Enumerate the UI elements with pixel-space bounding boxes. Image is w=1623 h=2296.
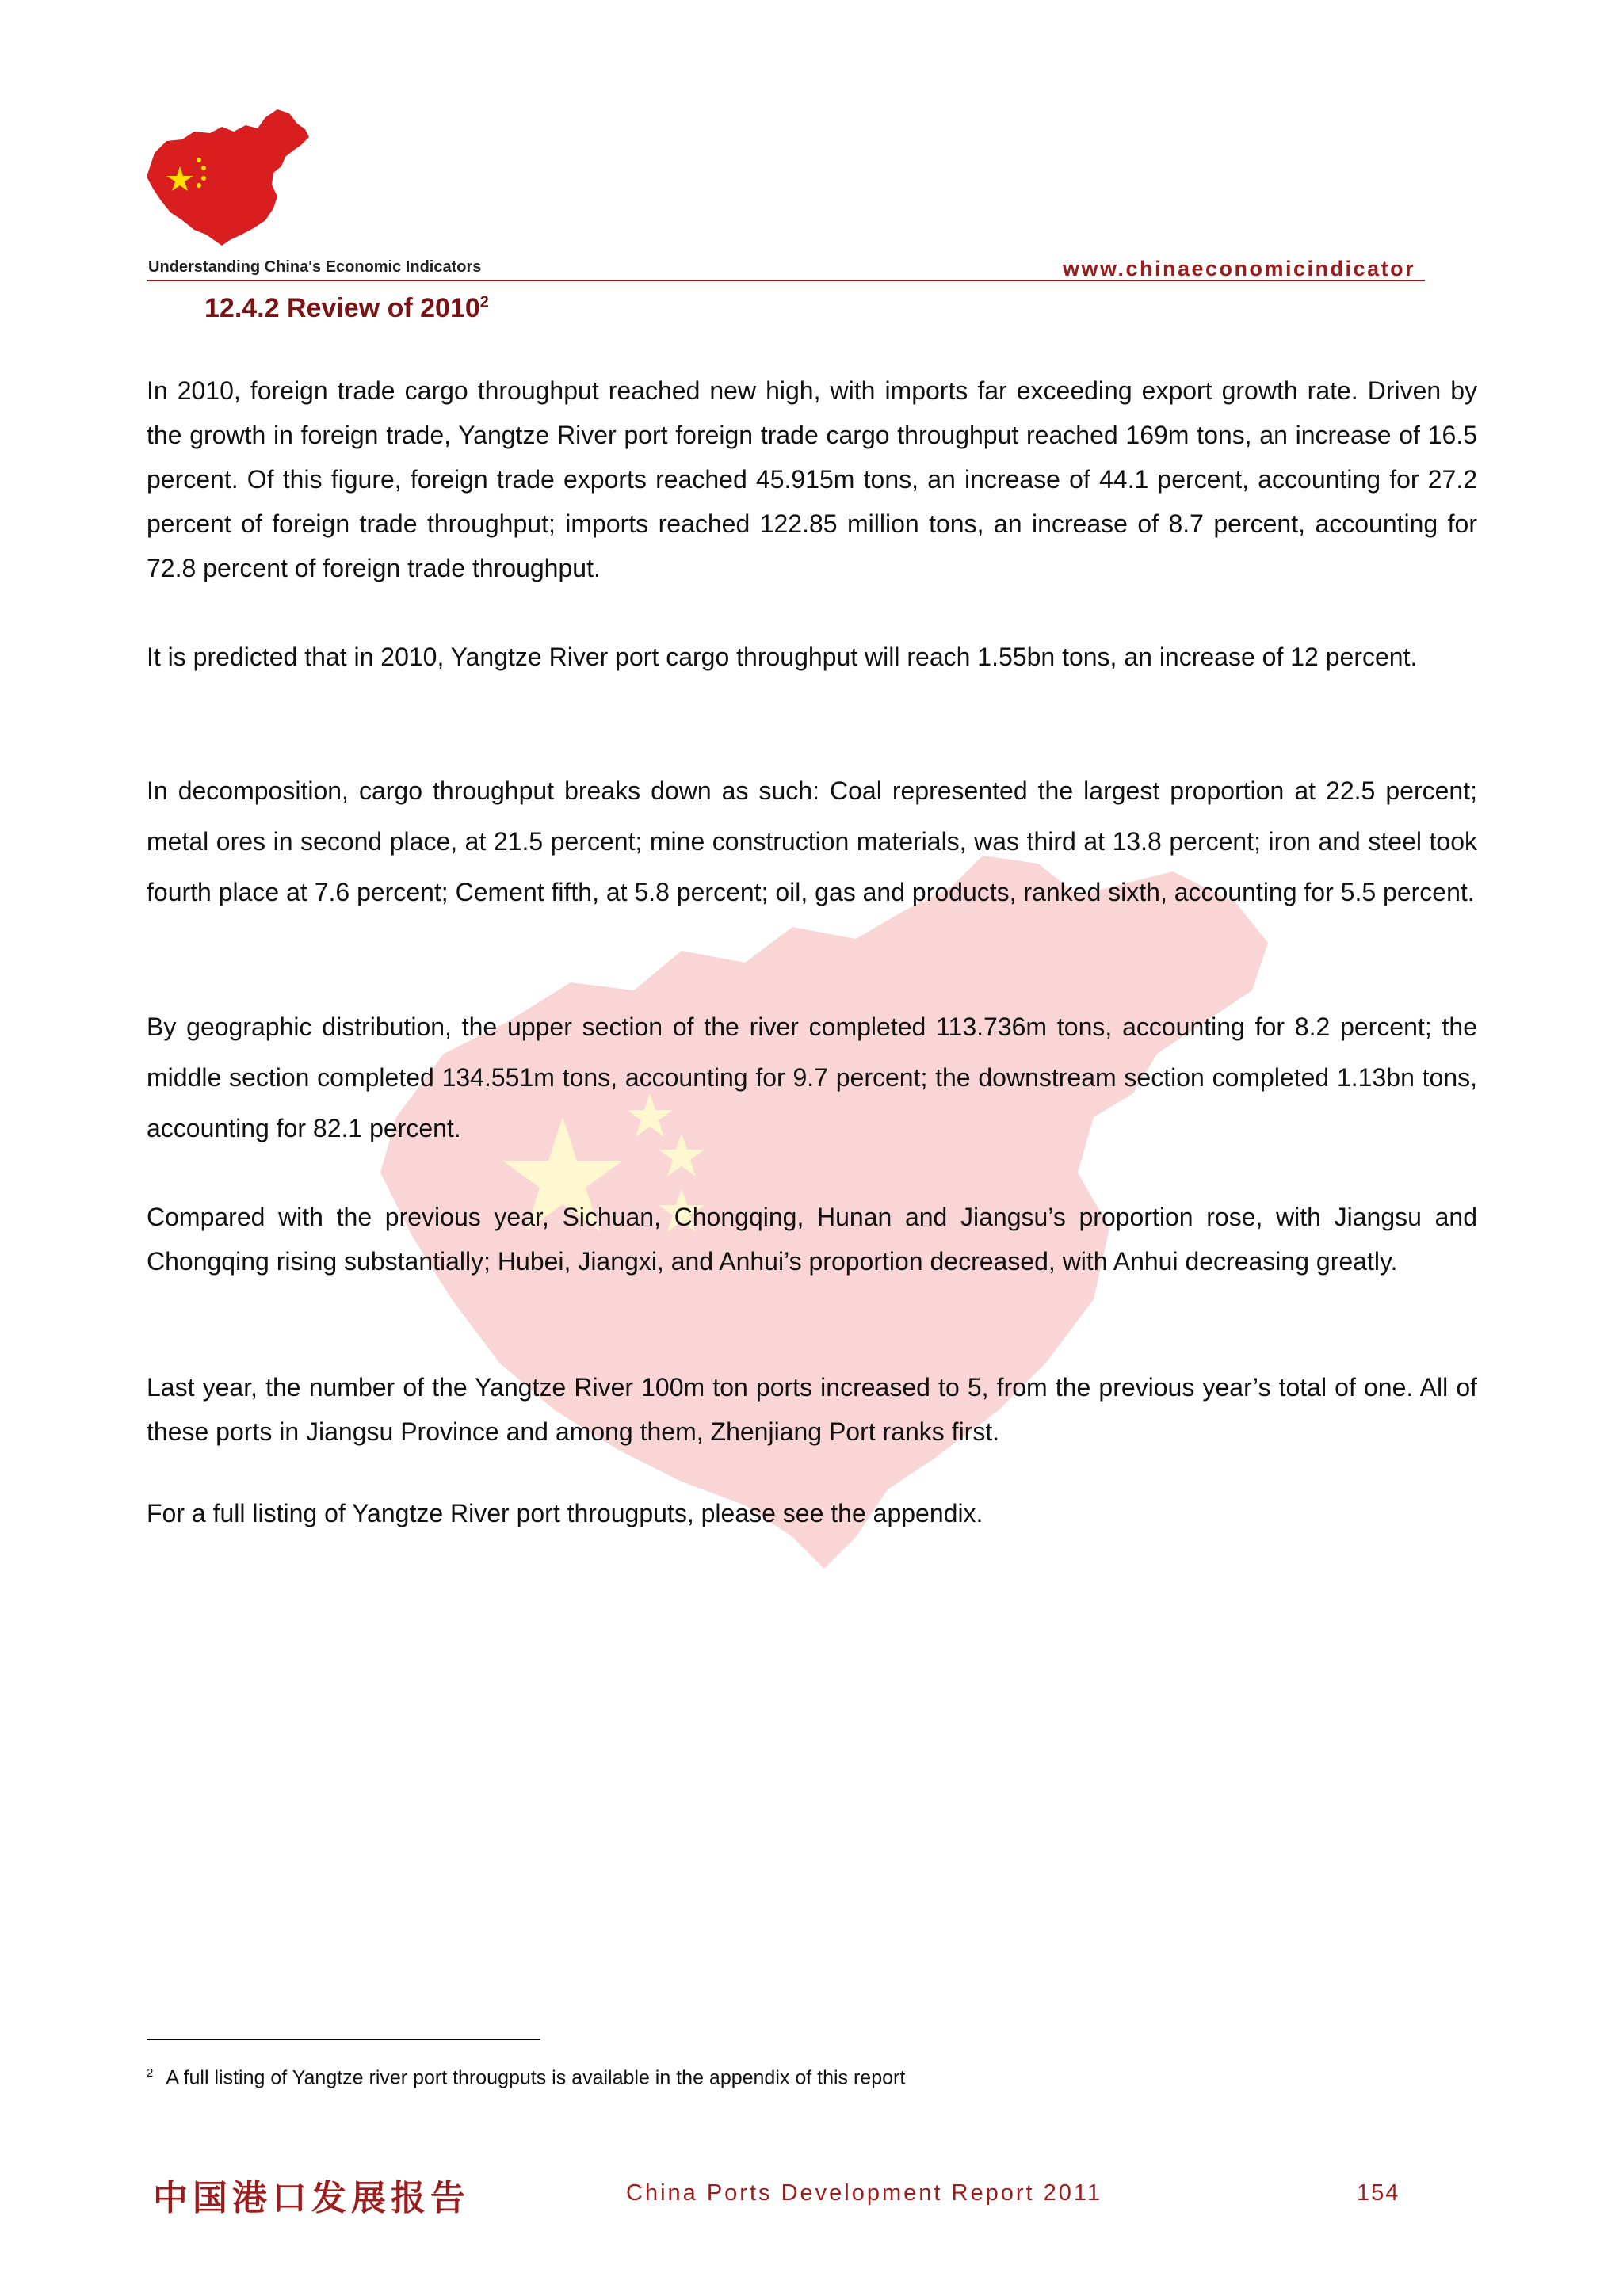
header-divider: [147, 280, 1425, 281]
footnote-reference[interactable]: 2: [479, 293, 489, 311]
paragraph-prediction: It is predicted that in 2010, Yangtze River port cargo throughput will reach 1.55bn tons, an increase of 12 percent.: [147, 643, 1418, 671]
footnote: [147, 2066, 905, 2089]
paragraph-appendix-note: For a full listing of Yangtze River port througputs, please see the appendix.: [147, 1499, 983, 1527]
section-title: 12.4.2 Review of 2010: [204, 293, 480, 323]
footer-report-title: China Ports Development Report 2011: [626, 2180, 1102, 2206]
paragraph-ports: Last year, the number of the Yangtze River 100m ton ports increased to 5, from the previous year’s total of one. All of these ports in Jiangsu Province and among them, Zhenjiang Port ranks first.: [147, 1373, 1477, 1446]
paragraph-geographic: By geographic distribution, the upper section of the river completed 113.736m tons, accounting for 8.2 percent; the middle section completed 134.551m tons, accounting for 9.7 percent; the downstream section completed 1.13bn tons, accounting for 82.1 percent.: [147, 1013, 1477, 1142]
section-heading: [204, 293, 489, 324]
site-url-link[interactable]: www.chinaeconomicindicator: [1063, 257, 1416, 280]
china-map-flag-icon: [147, 109, 313, 248]
paragraph-foreign-trade: In 2010, foreign trade cargo throughput reached new high, with imports far exceeding export growth rate. Driven by the growth in foreign trade, Yangtze River port foreign trade cargo throughput reached 169m tons, an increase of 16.5 percent. Of this figure, foreign trade exports reached 45.915m tons, an increase of 44.1 percent, accounting for 27.2 percent of foreign trade throughput; imports reached 122.85 million tons, an increase of 8.7 percent, accounting for 72.8 percent of foreign trade throughput.: [147, 376, 1477, 582]
page-number: 154: [1357, 2180, 1400, 2206]
footnote-text: A full listing of Yangtze river port througputs is available in the appendix of this report: [166, 2066, 906, 2089]
paragraph-provinces: Compared with the previous year, Sichuan, Chongqing, Hunan and Jiangsu’s proportion rose, with Jiangsu and Chongqing rising substantially; Hubei, Jiangxi, and Anhui’s proportion decreased, with Anhui decreasing greatly.: [147, 1203, 1477, 1276]
footnote-marker: 2: [147, 2066, 154, 2080]
footnote-divider: [147, 2039, 540, 2040]
paragraph-decomposition: In decomposition, cargo throughput breaks down as such: Coal represented the largest proportion at 22.5 percent; metal ores in second place, at 21.5 percent; mine construction materials, was third at 13.8 percent; iron and steel took fourth place at 7.6 percent; Cement fifth, at 5.8 percent; oil, gas and products, ranked sixth, accounting for 5.5 percent.: [147, 776, 1477, 906]
tagline: Understanding China's Economic Indicators: [148, 258, 482, 276]
footer-chinese-title: 中国港口发展报告: [153, 2178, 470, 2218]
